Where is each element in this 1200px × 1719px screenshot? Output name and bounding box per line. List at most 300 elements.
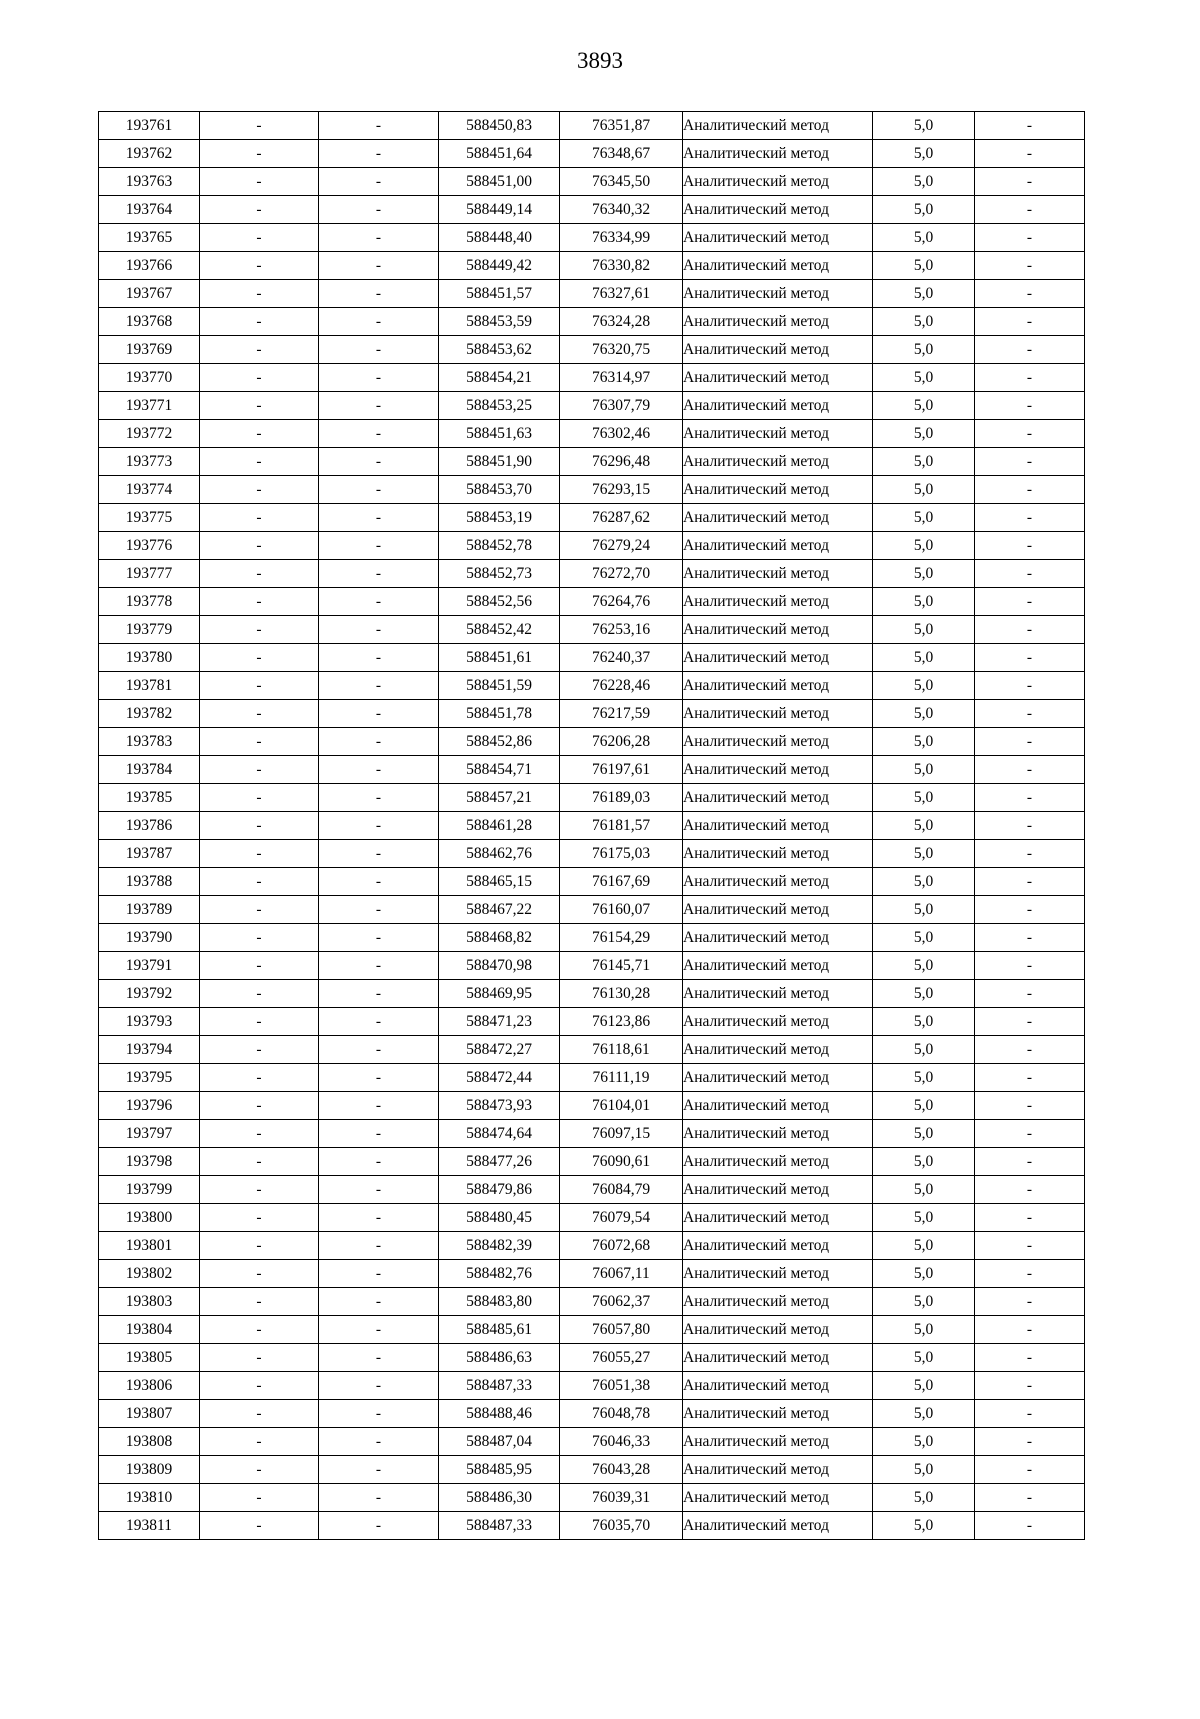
method-cell: Аналитический метод [683,700,873,728]
accuracy-cell: 5,0 [873,784,975,812]
x-coordinate-cell: 588468,82 [439,924,560,952]
table-row [99,868,1085,896]
empty-cell-c: - [975,756,1085,784]
empty-cell-b: - [319,896,439,924]
empty-cell-b: - [319,504,439,532]
accuracy-cell: 5,0 [873,1400,975,1428]
method-cell: Аналитический метод [683,756,873,784]
empty-cell-c: - [975,1204,1085,1232]
table-row [99,980,1085,1008]
y-coordinate-cell: 76111,19 [560,1064,683,1092]
point-number-cell: 193803 [99,1288,200,1316]
y-coordinate-cell: 76123,86 [560,1008,683,1036]
empty-cell-c: - [975,1316,1085,1344]
table-row [99,1400,1085,1428]
empty-cell-a: - [200,1092,319,1120]
empty-cell-c: - [975,392,1085,420]
y-coordinate-cell: 76327,61 [560,280,683,308]
method-cell: Аналитический метод [683,1512,873,1540]
table-row [99,504,1085,532]
x-coordinate-cell: 588452,86 [439,728,560,756]
point-number-cell: 193768 [99,308,200,336]
empty-cell-b: - [319,1036,439,1064]
y-coordinate-cell: 76079,54 [560,1204,683,1232]
x-coordinate-cell: 588462,76 [439,840,560,868]
accuracy-cell: 5,0 [873,1316,975,1344]
y-coordinate-cell: 76160,07 [560,896,683,924]
empty-cell-b: - [319,644,439,672]
y-coordinate-cell: 76348,67 [560,140,683,168]
y-coordinate-cell: 76130,28 [560,980,683,1008]
empty-cell-b: - [319,1288,439,1316]
method-cell: Аналитический метод [683,728,873,756]
point-number-cell: 193801 [99,1232,200,1260]
y-coordinate-cell: 76067,11 [560,1260,683,1288]
empty-cell-a: - [200,1316,319,1344]
method-cell: Аналитический метод [683,784,873,812]
empty-cell-a: - [200,1260,319,1288]
method-cell: Аналитический метод [683,1148,873,1176]
x-coordinate-cell: 588486,30 [439,1484,560,1512]
y-coordinate-cell: 76097,15 [560,1120,683,1148]
table-body [99,112,1085,1540]
accuracy-cell: 5,0 [873,168,975,196]
table-row [99,420,1085,448]
y-coordinate-cell: 76043,28 [560,1456,683,1484]
point-number-cell: 193765 [99,224,200,252]
point-number-cell: 193776 [99,532,200,560]
empty-cell-c: - [975,224,1085,252]
y-coordinate-cell: 76351,87 [560,112,683,140]
point-number-cell: 193804 [99,1316,200,1344]
y-coordinate-cell: 76345,50 [560,168,683,196]
empty-cell-a: - [200,252,319,280]
empty-cell-a: - [200,392,319,420]
x-coordinate-cell: 588449,42 [439,252,560,280]
empty-cell-b: - [319,952,439,980]
y-coordinate-cell: 76253,16 [560,616,683,644]
empty-cell-a: - [200,420,319,448]
empty-cell-b: - [319,532,439,560]
empty-cell-b: - [319,1316,439,1344]
point-number-cell: 193785 [99,784,200,812]
accuracy-cell: 5,0 [873,980,975,1008]
method-cell: Аналитический метод [683,1036,873,1064]
method-cell: Аналитический метод [683,1344,873,1372]
point-number-cell: 193781 [99,672,200,700]
point-number-cell: 193778 [99,588,200,616]
point-number-cell: 193766 [99,252,200,280]
y-coordinate-cell: 76048,78 [560,1400,683,1428]
method-cell: Аналитический метод [683,1120,873,1148]
empty-cell-c: - [975,812,1085,840]
method-cell: Аналитический метод [683,980,873,1008]
empty-cell-a: - [200,812,319,840]
accuracy-cell: 5,0 [873,952,975,980]
accuracy-cell: 5,0 [873,560,975,588]
y-coordinate-cell: 76051,38 [560,1372,683,1400]
x-coordinate-cell: 588452,56 [439,588,560,616]
table-row [99,896,1085,924]
empty-cell-a: - [200,1484,319,1512]
empty-cell-a: - [200,1176,319,1204]
empty-cell-b: - [319,168,439,196]
y-coordinate-cell: 76104,01 [560,1092,683,1120]
method-cell: Аналитический метод [683,224,873,252]
y-coordinate-cell: 76154,29 [560,924,683,952]
empty-cell-b: - [319,196,439,224]
empty-cell-a: - [200,700,319,728]
method-cell: Аналитический метод [683,644,873,672]
table-row [99,224,1085,252]
table-row [99,784,1085,812]
empty-cell-c: - [975,1260,1085,1288]
empty-cell-a: - [200,532,319,560]
point-number-cell: 193807 [99,1400,200,1428]
empty-cell-c: - [975,1456,1085,1484]
empty-cell-a: - [200,1204,319,1232]
method-cell: Аналитический метод [683,364,873,392]
table-row [99,168,1085,196]
method-cell: Аналитический метод [683,196,873,224]
empty-cell-b: - [319,224,439,252]
x-coordinate-cell: 588488,46 [439,1400,560,1428]
table-row [99,1428,1085,1456]
table-row [99,1260,1085,1288]
empty-cell-c: - [975,140,1085,168]
empty-cell-a: - [200,588,319,616]
accuracy-cell: 5,0 [873,924,975,952]
x-coordinate-cell: 588486,63 [439,1344,560,1372]
y-coordinate-cell: 76228,46 [560,672,683,700]
empty-cell-b: - [319,1344,439,1372]
method-cell: Аналитический метод [683,896,873,924]
x-coordinate-cell: 588470,98 [439,952,560,980]
table-row [99,532,1085,560]
empty-cell-b: - [319,1232,439,1260]
empty-cell-c: - [975,476,1085,504]
x-coordinate-cell: 588452,73 [439,560,560,588]
accuracy-cell: 5,0 [873,392,975,420]
method-cell: Аналитический метод [683,616,873,644]
point-number-cell: 193806 [99,1372,200,1400]
method-cell: Аналитический метод [683,1092,873,1120]
empty-cell-b: - [319,1428,439,1456]
table-row [99,1092,1085,1120]
point-number-cell: 193805 [99,1344,200,1372]
empty-cell-a: - [200,1288,319,1316]
table-row [99,1064,1085,1092]
y-coordinate-cell: 76072,68 [560,1232,683,1260]
accuracy-cell: 5,0 [873,196,975,224]
x-coordinate-cell: 588465,15 [439,868,560,896]
empty-cell-c: - [975,588,1085,616]
point-number-cell: 193795 [99,1064,200,1092]
table-row [99,1008,1085,1036]
x-coordinate-cell: 588483,80 [439,1288,560,1316]
accuracy-cell: 5,0 [873,1512,975,1540]
y-coordinate-cell: 76197,61 [560,756,683,784]
y-coordinate-cell: 76340,32 [560,196,683,224]
x-coordinate-cell: 588451,59 [439,672,560,700]
empty-cell-a: - [200,280,319,308]
method-cell: Аналитический метод [683,308,873,336]
empty-cell-b: - [319,1484,439,1512]
y-coordinate-cell: 76330,82 [560,252,683,280]
empty-cell-b: - [319,1064,439,1092]
point-number-cell: 193797 [99,1120,200,1148]
x-coordinate-cell: 588453,70 [439,476,560,504]
y-coordinate-cell: 76217,59 [560,700,683,728]
empty-cell-c: - [975,1428,1085,1456]
y-coordinate-cell: 76272,70 [560,560,683,588]
point-number-cell: 193798 [99,1148,200,1176]
y-coordinate-cell: 76293,15 [560,476,683,504]
empty-cell-a: - [200,224,319,252]
empty-cell-a: - [200,308,319,336]
empty-cell-c: - [975,1288,1085,1316]
x-coordinate-cell: 588454,71 [439,756,560,784]
empty-cell-c: - [975,336,1085,364]
accuracy-cell: 5,0 [873,476,975,504]
accuracy-cell: 5,0 [873,252,975,280]
empty-cell-b: - [319,924,439,952]
y-coordinate-cell: 76307,79 [560,392,683,420]
empty-cell-a: - [200,1148,319,1176]
table-row [99,1456,1085,1484]
empty-cell-a: - [200,980,319,1008]
x-coordinate-cell: 588473,93 [439,1092,560,1120]
method-cell: Аналитический метод [683,252,873,280]
accuracy-cell: 5,0 [873,420,975,448]
point-number-cell: 193784 [99,756,200,784]
x-coordinate-cell: 588472,44 [439,1064,560,1092]
point-number-cell: 193764 [99,196,200,224]
empty-cell-a: - [200,840,319,868]
accuracy-cell: 5,0 [873,140,975,168]
x-coordinate-cell: 588474,64 [439,1120,560,1148]
point-number-cell: 193762 [99,140,200,168]
y-coordinate-cell: 76324,28 [560,308,683,336]
x-coordinate-cell: 588487,04 [439,1428,560,1456]
point-number-cell: 193790 [99,924,200,952]
y-coordinate-cell: 76039,31 [560,1484,683,1512]
y-coordinate-cell: 76296,48 [560,448,683,476]
empty-cell-a: - [200,952,319,980]
empty-cell-a: - [200,112,319,140]
x-coordinate-cell: 588452,78 [439,532,560,560]
x-coordinate-cell: 588454,21 [439,364,560,392]
empty-cell-a: - [200,168,319,196]
x-coordinate-cell: 588448,40 [439,224,560,252]
point-number-cell: 193809 [99,1456,200,1484]
empty-cell-a: - [200,644,319,672]
x-coordinate-cell: 588453,19 [439,504,560,532]
empty-cell-a: - [200,476,319,504]
table-row [99,196,1085,224]
y-coordinate-cell: 76055,27 [560,1344,683,1372]
point-number-cell: 193800 [99,1204,200,1232]
point-number-cell: 193772 [99,420,200,448]
table-row [99,1036,1085,1064]
x-coordinate-cell: 588487,33 [439,1512,560,1540]
x-coordinate-cell: 588485,95 [439,1456,560,1484]
y-coordinate-cell: 76046,33 [560,1428,683,1456]
empty-cell-a: - [200,1372,319,1400]
empty-cell-c: - [975,448,1085,476]
table-row [99,952,1085,980]
method-cell: Аналитический метод [683,532,873,560]
empty-cell-c: - [975,700,1085,728]
empty-cell-b: - [319,784,439,812]
empty-cell-c: - [975,1176,1085,1204]
empty-cell-a: - [200,672,319,700]
method-cell: Аналитический метод [683,168,873,196]
x-coordinate-cell: 588451,57 [439,280,560,308]
empty-cell-c: - [975,112,1085,140]
empty-cell-b: - [319,1120,439,1148]
table-row [99,812,1085,840]
y-coordinate-cell: 76240,37 [560,644,683,672]
empty-cell-b: - [319,392,439,420]
x-coordinate-cell: 588449,14 [439,196,560,224]
empty-cell-c: - [975,644,1085,672]
method-cell: Аналитический метод [683,1400,873,1428]
empty-cell-c: - [975,1120,1085,1148]
y-coordinate-cell: 76167,69 [560,868,683,896]
table-row [99,1204,1085,1232]
method-cell: Аналитический метод [683,448,873,476]
y-coordinate-cell: 76279,24 [560,532,683,560]
empty-cell-a: - [200,756,319,784]
empty-cell-a: - [200,1064,319,1092]
y-coordinate-cell: 76175,03 [560,840,683,868]
table-row [99,1176,1085,1204]
empty-cell-a: - [200,868,319,896]
method-cell: Аналитический метод [683,588,873,616]
table-row [99,252,1085,280]
y-coordinate-cell: 76302,46 [560,420,683,448]
empty-cell-b: - [319,1260,439,1288]
empty-cell-a: - [200,140,319,168]
empty-cell-b: - [319,1148,439,1176]
empty-cell-c: - [975,308,1085,336]
accuracy-cell: 5,0 [873,1456,975,1484]
y-coordinate-cell: 76118,61 [560,1036,683,1064]
empty-cell-c: - [975,1400,1085,1428]
empty-cell-b: - [319,728,439,756]
point-number-cell: 193767 [99,280,200,308]
accuracy-cell: 5,0 [873,1092,975,1120]
accuracy-cell: 5,0 [873,1008,975,1036]
accuracy-cell: 5,0 [873,1036,975,1064]
x-coordinate-cell: 588453,25 [439,392,560,420]
empty-cell-c: - [975,1232,1085,1260]
empty-cell-a: - [200,1400,319,1428]
point-number-cell: 193808 [99,1428,200,1456]
table-row [99,1316,1085,1344]
accuracy-cell: 5,0 [873,336,975,364]
method-cell: Аналитический метод [683,560,873,588]
point-number-cell: 193770 [99,364,200,392]
method-cell: Аналитический метод [683,1204,873,1232]
x-coordinate-cell: 588450,83 [439,112,560,140]
empty-cell-b: - [319,364,439,392]
page-number: 3893 [577,48,623,73]
table-row [99,392,1085,420]
point-number-cell: 193789 [99,896,200,924]
x-coordinate-cell: 588487,33 [439,1372,560,1400]
table-row [99,924,1085,952]
empty-cell-c: - [975,532,1085,560]
empty-cell-a: - [200,896,319,924]
table-row [99,560,1085,588]
y-coordinate-cell: 76334,99 [560,224,683,252]
table-row [99,112,1085,140]
accuracy-cell: 5,0 [873,840,975,868]
empty-cell-a: - [200,1344,319,1372]
y-coordinate-cell: 76084,79 [560,1176,683,1204]
table-row [99,1148,1085,1176]
x-coordinate-cell: 588451,78 [439,700,560,728]
empty-cell-c: - [975,196,1085,224]
empty-cell-c: - [975,252,1085,280]
table-row [99,1288,1085,1316]
accuracy-cell: 5,0 [873,700,975,728]
empty-cell-b: - [319,476,439,504]
empty-cell-b: - [319,1400,439,1428]
method-cell: Аналитический метод [683,1372,873,1400]
y-coordinate-cell: 76057,80 [560,1316,683,1344]
table-row [99,616,1085,644]
empty-cell-c: - [975,1372,1085,1400]
method-cell: Аналитический метод [683,924,873,952]
empty-cell-b: - [319,1176,439,1204]
accuracy-cell: 5,0 [873,644,975,672]
x-coordinate-cell: 588453,62 [439,336,560,364]
accuracy-cell: 5,0 [873,280,975,308]
empty-cell-c: - [975,868,1085,896]
method-cell: Аналитический метод [683,280,873,308]
point-number-cell: 193779 [99,616,200,644]
table-row [99,364,1085,392]
coordinates-table [98,111,1085,1540]
table-row [99,280,1085,308]
method-cell: Аналитический метод [683,672,873,700]
point-number-cell: 193787 [99,840,200,868]
accuracy-cell: 5,0 [873,1372,975,1400]
empty-cell-c: - [975,280,1085,308]
empty-cell-c: - [975,560,1085,588]
x-coordinate-cell: 588467,22 [439,896,560,924]
empty-cell-c: - [975,672,1085,700]
empty-cell-c: - [975,1484,1085,1512]
accuracy-cell: 5,0 [873,1428,975,1456]
table-row [99,336,1085,364]
point-number-cell: 193786 [99,812,200,840]
empty-cell-a: - [200,504,319,532]
method-cell: Аналитический метод [683,140,873,168]
point-number-cell: 193794 [99,1036,200,1064]
method-cell: Аналитический метод [683,840,873,868]
point-number-cell: 193792 [99,980,200,1008]
point-number-cell: 193774 [99,476,200,504]
point-number-cell: 193775 [99,504,200,532]
empty-cell-a: - [200,1428,319,1456]
empty-cell-b: - [319,252,439,280]
y-coordinate-cell: 76181,57 [560,812,683,840]
table-row [99,728,1085,756]
